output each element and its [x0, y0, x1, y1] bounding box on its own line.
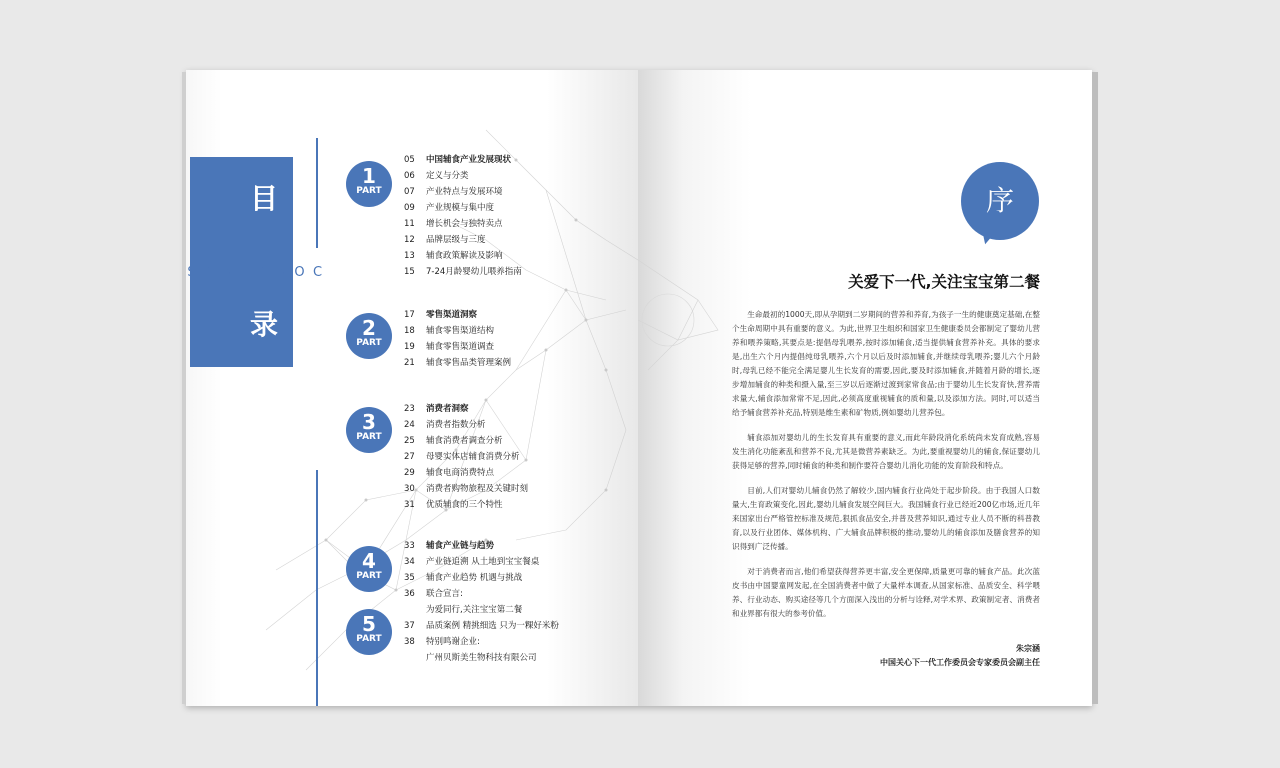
toc-item-text: 产业规模与集中度 [426, 203, 495, 213]
toc-page-number: 17 [404, 310, 415, 320]
toc-item[interactable] [404, 619, 559, 635]
part-number: 4 [362, 549, 376, 573]
toc-item-text: 联合宣言: [426, 589, 463, 599]
toc-page-number: 13 [404, 251, 415, 261]
toc-item[interactable] [404, 434, 528, 450]
part-1-badge [346, 161, 392, 207]
toc-item[interactable] [404, 169, 522, 185]
contents-letter: T [202, 265, 217, 280]
toc-item[interactable] [404, 555, 539, 571]
preface-title: 关爱下一代,关注宝宝第二餐 [848, 273, 1040, 291]
part-3-badge [346, 407, 392, 453]
part-label: PART [356, 432, 382, 442]
toc-item[interactable] [404, 402, 528, 418]
part-number: 2 [362, 316, 376, 340]
contents-vertical-word [184, 260, 326, 285]
part-label: PART [356, 571, 382, 581]
preface-paragraph: 对于消费者而言,他们希望获得营养更丰富,安全更保障,质量更可靠的辅食产品。此次蓝皮书由中国婴童网发起,在全国消费者中做了大量样本调查,从国家标准、品质安全、科学喂养、行业动态、购买途径等几个方面深入浅出的分析与诠释,对学术界、政策制定者、消费者和业界都有很大的参考价值。 [732, 567, 1040, 618]
toc-page-number: 24 [404, 420, 415, 430]
part-number: 5 [362, 612, 376, 636]
toc-item[interactable] [404, 571, 539, 587]
toc-item[interactable] [404, 340, 511, 356]
toc-item-text: 消费者购物旅程及关键时刻 [426, 484, 529, 494]
signature-block [880, 642, 1040, 670]
part-label: PART [356, 338, 382, 348]
toc-item[interactable] [404, 635, 559, 651]
toc-item[interactable] [404, 153, 522, 169]
preface-badge: 序 [961, 162, 1039, 240]
toc-item-text: 特别鸣谢企业: [426, 637, 480, 647]
toc-item-text: 为爱同行,关注宝宝第二餐 [426, 605, 523, 615]
contents-title-block [190, 157, 293, 367]
toc-list-part-4 [404, 539, 539, 619]
toc-page-number: 27 [404, 452, 415, 462]
toc-page-number: 33 [404, 541, 415, 551]
toc-item[interactable] [404, 217, 522, 233]
contents-letter: C [310, 265, 325, 280]
toc-item[interactable] [404, 308, 511, 324]
toc-item[interactable] [404, 651, 559, 667]
toc-item[interactable] [404, 587, 539, 603]
toc-item-text: 辅食消费者调查分析 [426, 436, 503, 446]
contents-letter: T [256, 265, 271, 280]
toc-item-text: 母婴实体店辅食消费分析 [426, 452, 520, 462]
part-label: PART [356, 634, 382, 644]
toc-page-number: 31 [404, 500, 415, 510]
toc-item[interactable] [404, 249, 522, 265]
divider-line-top [316, 138, 318, 248]
toc-item-text: 7-24月龄婴幼儿喂养指南 [426, 267, 522, 277]
toc-page-number: 07 [404, 187, 415, 197]
preface-paragraph: 辅食添加对婴幼儿的生长发育具有重要的意义,而此年龄段消化系统尚未发育成熟,容易发生消化功能紊乱和营养不良,尤其是微营养素缺乏。为此,要重视婴幼儿的辅食,保证婴幼儿获得足够的营养,同时辅食的种类和制作要符合婴幼儿消化功能的发育阶段和特点。 [732, 433, 1040, 470]
toc-item[interactable] [404, 539, 539, 555]
toc-item-text: 辅食电商消费特点 [426, 468, 495, 478]
toc-item[interactable] [404, 418, 528, 434]
part-label: PART [356, 186, 382, 196]
title-char-top: 目 [250, 182, 279, 215]
toc-item[interactable] [404, 324, 511, 340]
toc-item[interactable] [404, 466, 528, 482]
toc-item[interactable] [404, 265, 522, 281]
preface-page [638, 70, 1092, 706]
page-stack-right-edge [1092, 72, 1098, 704]
toc-page-number: 06 [404, 171, 415, 181]
toc-item-text: 产业链追溯 从土地到宝宝餐桌 [426, 557, 540, 567]
part-5-badge [346, 609, 392, 655]
toc-item-text: 品质案例 精挑细选 只为一粿好米粉 [426, 621, 559, 631]
toc-page-number: 38 [404, 637, 415, 647]
contents-page [186, 70, 638, 706]
contents-letter: N [274, 265, 289, 280]
toc-item-text: 辅食产业趋势 机遇与挑战 [426, 573, 523, 583]
toc-list-part-2 [404, 308, 511, 372]
toc-item-text: 品牌层级与三度 [426, 235, 486, 245]
toc-page-number: 37 [404, 621, 415, 631]
contents-letter: S [184, 265, 199, 280]
open-brochure [186, 70, 1092, 706]
toc-item-text: 中国辅食产业发展现状 [426, 155, 512, 165]
toc-page-number: 21 [404, 358, 415, 368]
preface-body [732, 308, 1040, 632]
toc-item[interactable] [404, 185, 522, 201]
toc-page-number: 25 [404, 436, 415, 446]
contents-letter: N [220, 265, 235, 280]
part-2-badge [346, 313, 392, 359]
toc-item-text: 优质辅食的三个特性 [426, 500, 503, 510]
signature-title: 中国关心下一代工作委员会专家委员会副主任 [880, 658, 1040, 667]
toc-item-text: 辅食零售品类管理案例 [426, 358, 512, 368]
toc-item-text: 消费者指数分析 [426, 420, 486, 430]
toc-item-text: 零售渠道洞察 [426, 310, 478, 320]
toc-page-number: 05 [404, 155, 415, 165]
part-4-badge [346, 546, 392, 592]
toc-item-text: 产业特点与发展环境 [426, 187, 503, 197]
toc-item[interactable] [404, 233, 522, 249]
toc-list-part-3 [404, 402, 528, 514]
preface-paragraph: 目前,人们对婴幼儿辅食仍然了解较少,国内辅食行业尚处于起步阶段。由于我国人口数量大,生育政策变化,因此,婴幼儿辅食发展空间巨大。我国辅食行业已经近200亿市场,近几年来国家出台严格管控标准及规范,狠抓食品安全,并普及营养知识,通过专业人员不断的科普教育,以及行业团体、媒体机构、广大辅食品牌积极的推动,婴幼儿的辅食添加及膳食营养的知识得到广泛传播。 [732, 486, 1040, 551]
toc-item[interactable] [404, 201, 522, 217]
toc-item-text: 辅食零售渠道结构 [426, 326, 495, 336]
toc-page-number: 11 [404, 219, 415, 229]
toc-page-number: 12 [404, 235, 415, 245]
toc-page-number: 36 [404, 589, 415, 599]
toc-item[interactable] [404, 356, 511, 372]
toc-page-number: 15 [404, 267, 415, 277]
toc-page-number: 09 [404, 203, 415, 213]
toc-item[interactable] [404, 482, 528, 498]
part-number: 1 [362, 164, 376, 188]
contents-letter: O [292, 265, 307, 280]
toc-item[interactable] [404, 498, 528, 514]
toc-item[interactable] [404, 450, 528, 466]
toc-item-text: 定义与分类 [426, 171, 469, 181]
toc-list-part-1 [404, 153, 522, 281]
toc-page-number: 19 [404, 342, 415, 352]
toc-item[interactable] [404, 603, 539, 619]
toc-item-text: 辅食零售渠道调查 [426, 342, 495, 352]
toc-page-number: 34 [404, 557, 415, 567]
toc-item-text: 广州贝斯美生物科技有限公司 [426, 653, 537, 663]
toc-item-text: 消费者洞察 [426, 404, 469, 414]
contents-letter: E [238, 265, 253, 280]
part-number: 3 [362, 410, 376, 434]
toc-page-number: 29 [404, 468, 415, 478]
toc-page-number: 18 [404, 326, 415, 336]
preface-paragraph: 生命最初的1000天,即从孕期到二岁期间的营养和养育,为孩子一生的健康奠定基础,在整个生命周期中具有重要的意义。为此,世界卫生组织和国家卫生健康委员会都制定了婴幼儿营养和喂养策略,其要点是:提倡母乳喂养,按时添加辅食,适当提供辅食营养补充。具体的要求是,出生六个月内提倡纯母乳喂养,六个月以后及时添加辅食,并继续母乳喂养;婴儿六个月龄时,母乳已经不能完全满足婴儿生长发育的需要,因此,要及时添加辅食,并随着月龄的增长,逐步增加辅食的种类和摄入量,至三岁以后逐渐过渡到家常食品;由于婴幼儿生长发育快,营养需求量大,辅食添加常常不足,因此,必须高度重视辅食的质和量,以及添加方法。同时,可以适当给予辅食营养补充品,特别是维生素和矿物质,例如婴幼儿营养包。 [732, 310, 1040, 417]
divider-line-bottom [316, 470, 318, 706]
toc-item-text: 辅食政策解读及影响 [426, 251, 503, 261]
toc-page-number: 23 [404, 404, 415, 414]
signature-name: 朱宗涵 [1016, 644, 1040, 653]
title-char-bottom: 录 [250, 308, 279, 341]
toc-item-text: 增长机会与独特卖点 [426, 219, 503, 229]
toc-page-number: 35 [404, 573, 415, 583]
toc-item-text: 辅食产业链与趋势 [426, 541, 495, 551]
toc-page-number: 30 [404, 484, 415, 494]
toc-list-part-5 [404, 619, 559, 667]
